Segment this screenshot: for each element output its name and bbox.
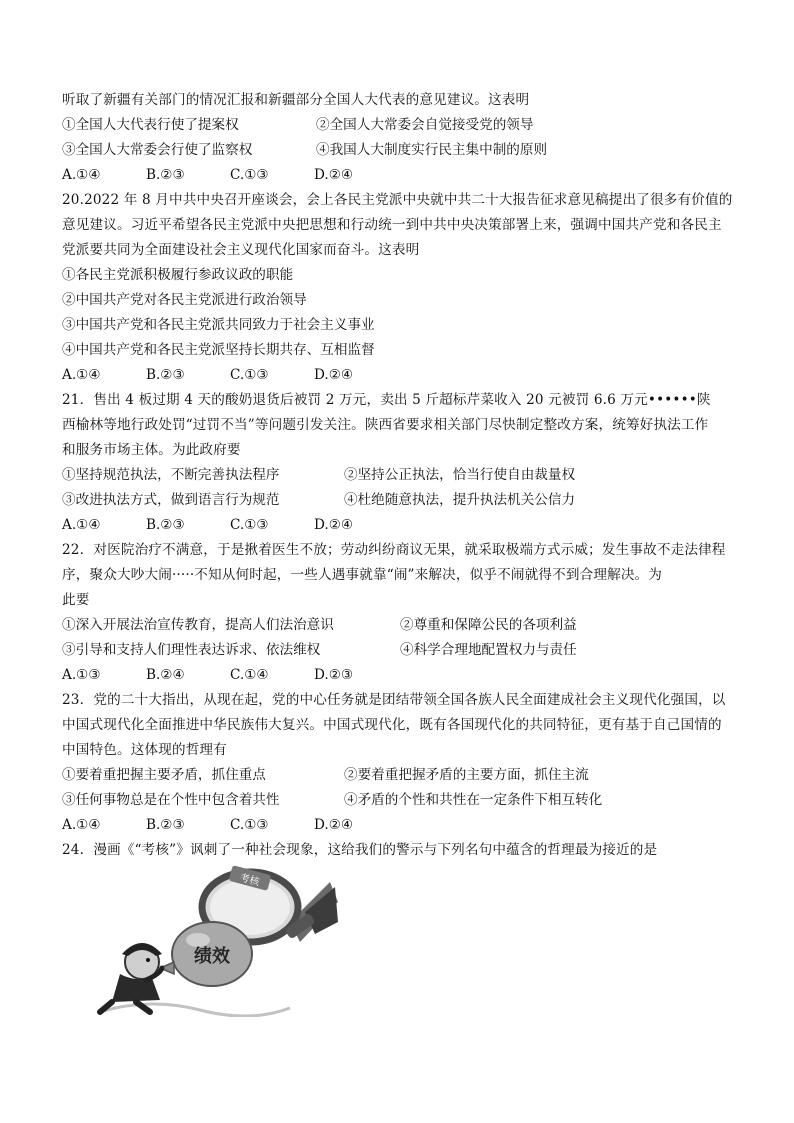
q23-answer-b[interactable]: B.②③	[146, 817, 185, 833]
q21-option-2: ②坚持公正执法，恰当行使自由裁量权	[344, 467, 576, 483]
balloon-highlight	[186, 933, 210, 947]
exam-page	[62, 88, 734, 863]
q19-answer-a[interactable]: A.①④	[62, 167, 101, 183]
q22-answer-b[interactable]: B.②④	[146, 667, 185, 683]
magnifier-label: 考核	[238, 872, 261, 889]
q23-answer-a[interactable]: A.①④	[62, 817, 101, 833]
q21-answers	[62, 513, 734, 538]
q22-stem-line-1: 22．对医院治疗不满意，于是揪着医生不放；劳动纠纷商议无果，就采取极端方式示威；发生事故不走法律程	[62, 542, 726, 558]
q21-option-3: ③改进执法方式，做到语言行为规范	[62, 492, 280, 508]
q22-answer-d[interactable]: D.②③	[314, 667, 354, 683]
q20-answers	[62, 363, 734, 388]
q19-option-3: ③全国人大常委会行使了监察权	[62, 142, 253, 158]
q21-answer-c[interactable]: C.①③	[230, 517, 269, 533]
q22-answers	[62, 663, 734, 688]
q22-answer-c[interactable]: C.①④	[230, 667, 269, 683]
kaohe-cartoon-image	[90, 862, 338, 1017]
q21-options-row-1	[62, 463, 734, 488]
q23-stem-line-2: 中国式现代化全面推进中华民族伟大复兴。中国式现代化，既有各国现代化的共同特征，更有基于自己国情的	[62, 717, 722, 733]
q20-answer-a[interactable]: A.①④	[62, 367, 101, 383]
q19-options-row-2	[62, 138, 734, 163]
q22-options-row-2	[62, 638, 734, 663]
q19-stem: 听取了新疆有关部门的情况汇报和新疆部分全国人大代表的意见建议。这表明	[62, 92, 530, 108]
q23-answer-d[interactable]: D.②④	[314, 817, 354, 833]
q20-stem-line-3: 党派要共同为全面建设社会主义现代化国家而奋斗。这表明	[62, 242, 420, 258]
q20-stem-line-1: 20.2022 年 8 月中共中央召开座谈会，会上各民主党派中央就中共二十大报告征求意见稿提出了很多有价值的	[62, 192, 733, 208]
q23-option-4: ④矛盾的个性和共性在一定条件下相互转化	[344, 792, 603, 808]
q19-answer-b[interactable]: B.②③	[146, 167, 185, 183]
q23-answers	[62, 813, 734, 838]
q20-stem-line-2: 意见建议。习近平希望各民主党派中央把思想和行动统一到中共中央决策部署上来，强调中国共产党和各民主	[62, 217, 722, 233]
q21-answer-d[interactable]: D.②④	[314, 517, 354, 533]
cartoon-ground-shadow	[100, 1004, 290, 1016]
q19-answer-d[interactable]: D.②④	[314, 167, 354, 183]
q23-answer-c[interactable]: C.①③	[230, 817, 269, 833]
q21-option-1: ①坚持规范执法，不断完善执法程序	[62, 467, 280, 483]
q22-option-3: ③引导和支持人们理性表达诉求、依法维权	[62, 642, 321, 658]
q19-option-2: ②全国人大常委会自觉接受党的领导	[316, 117, 534, 133]
q23-options-row-2	[62, 788, 734, 813]
q24-stem: 24．漫画《“考核”》讽刺了一种社会现象，这给我们的警示与下列名句中蕴含的哲理最为接近的是	[62, 842, 658, 858]
q22-option-1: ①深入开展法治宣传教育，提高人们法治意识	[62, 617, 334, 633]
q21-stem-line-2: 西榆林等地行政处罚“过罚不当”等问题引发关注。陕西省要求相关部门尽快制定整改方案，统筹好执法工作	[62, 417, 709, 433]
q21-option-4: ④杜绝随意执法，提升执法机关公信力	[344, 492, 576, 508]
q20-answer-b[interactable]: B.②③	[146, 367, 185, 383]
q20-answer-c[interactable]: C.①③	[230, 367, 269, 383]
balloon-label: 绩效	[194, 946, 230, 967]
q21-answer-b[interactable]: B.②③	[146, 517, 185, 533]
q22-option-4: ④科学合理地配置权力与责任	[400, 642, 577, 658]
q19-answer-c[interactable]: C.①③	[230, 167, 269, 183]
q23-options-row-1	[62, 763, 734, 788]
man-eye	[146, 958, 150, 962]
q19-option-4: ④我国人大制度实行民主集中制的原则	[316, 142, 548, 158]
q21-options-row-2	[62, 488, 734, 513]
q20-option-4: ④中国共产党和各民主党派坚持长期共存、互相监督	[62, 342, 375, 358]
q22-stem-line-2: 序，聚众大吵大闹·····不知从何时起，一些人遇事就靠“闹”来解决，似乎不闹就得不到合理解决。为	[62, 567, 663, 583]
q21-stem-line-1: 21．售出 4 板过期 4 天的酸奶退货后被罚 2 万元，卖出 5 斤超标芹菜收入 20 元被罚 6.6 万元••••••陕	[62, 392, 711, 408]
q23-stem-line-3: 中国特色。这体现的哲理有	[62, 742, 227, 758]
q19-answers	[62, 163, 734, 188]
q19-option-1: ①全国人大代表行使了提案权	[62, 117, 239, 133]
q22-stem-line-3: 此要	[62, 592, 90, 608]
q21-answer-a[interactable]: A.①④	[62, 517, 101, 533]
q22-options-row-1	[62, 613, 734, 638]
q20-option-1: ①各民主党派积极履行参政议政的职能	[62, 267, 294, 283]
q20-answer-d[interactable]: D.②④	[314, 367, 354, 383]
q23-option-3: ③任何事物总是在个性中包含着共性	[62, 792, 280, 808]
q21-stem-line-3: 和服务市场主体。为此政府要	[62, 442, 241, 458]
q23-option-2: ②要着重把握矛盾的主要方面，抓住主流	[344, 767, 589, 783]
q23-stem-line-1: 23．党的二十大指出，从现在起，党的中心任务就是团结带领全国各族人民全面建成社会主义现代化强国，以	[62, 692, 726, 708]
q19-options-row-1	[62, 113, 734, 138]
q22-option-2: ②尊重和保障公民的各项利益	[400, 617, 577, 633]
q23-option-1: ①要着重把握主要矛盾，抓住重点	[62, 767, 266, 783]
q20-option-3: ③中国共产党和各民主党派共同致力于社会主义事业	[62, 317, 375, 333]
q20-option-2: ②中国共产党对各民主党派进行政治领导	[62, 292, 307, 308]
q22-answer-a[interactable]: A.①③	[62, 667, 101, 683]
